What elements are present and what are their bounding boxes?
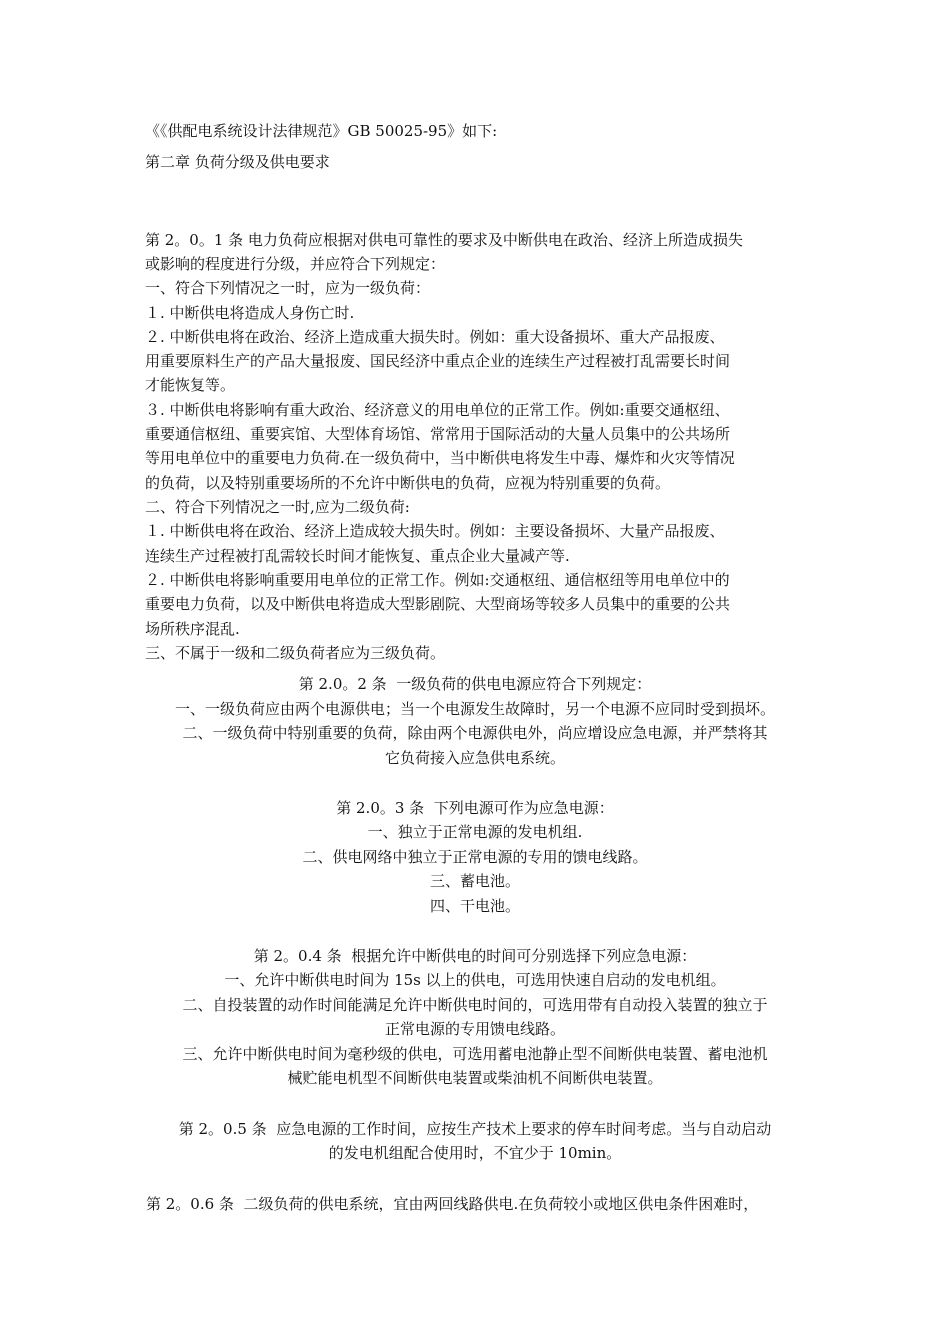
article-203-heading: 第 2.0。3 条 下列电源可作为应急电源： (336, 799, 614, 817)
article-201-line-13: １. 中断供电将在政治、经济上造成较大损失时。例如：主要设备损坏、大量产品报废、 (145, 522, 725, 540)
article-203-line-3: 三、蓄电池。 (429, 872, 520, 890)
article-201-line-1: 第 2。0。1 条 电力负荷应根据对供电可靠性的要求及中断供电在政治、经济上所造成损失 (145, 231, 743, 249)
article-201-line-18: 三、不属于一级和二级负荷者应为三级负荷。 (145, 644, 446, 662)
article-201-line-10: 等用电单位中的重要电力负荷.在一级负荷中，当中断供电将发生中毒、爆炸和火灾等情况 (145, 449, 735, 467)
article-202-line-2: 二、一级负荷中特别重要的负荷，除由两个电源供电外，尚应增设应急电源，并严禁将其 (182, 724, 768, 742)
article-202-line-1: 一、一级负荷应由两个电源供电；当一个电源发生故障时，另一个电源不应同时受到损坏。 (174, 700, 775, 718)
article-202-line-3: 它负荷接入应急供电系统。 (384, 749, 565, 767)
article-203-line-2: 二、供电网络中独立于正常电源的专用的馈电线路。 (302, 848, 648, 866)
article-204-line-5: 械贮能电机型不间断供电装置或柴油机不间断供电装置。 (287, 1069, 663, 1087)
article-204-line-1: 一、允许中断供电时间为 15s 以上的供电，可选用快速自启动的发电机组。 (224, 971, 726, 989)
article-201-line-8: ３. 中断供电将影响有重大政治、经济意义的用电单位的正常工作。例如:重要交通枢纽、 (145, 401, 730, 419)
article-201-line-5: ２. 中断供电将在政治、经济上造成重大损失时。例如：重大设备损坏、重大产品报废、 (145, 328, 725, 346)
article-201-line-11: 的负荷，以及特别重要场所的不允许中断供电的负荷，应视为特别重要的负荷。 (145, 474, 671, 492)
article-201-line-3: 一、符合下列情况之一时，应为一级负荷： (145, 279, 431, 297)
article-204-line-4: 三、允许中断供电时间为毫秒级的供电，可选用蓄电池静止型不间断供电装置、蓄电池机 (182, 1045, 768, 1063)
article-204-line-3: 正常电源的专用馈电线路。 (384, 1020, 565, 1038)
article-201-line-14: 连续生产过程被打乱需较长时间才能恢复、重点企业大量减产等. (145, 547, 570, 565)
article-201-line-12: 二、符合下列情况之一时,应为二级负荷: (145, 498, 410, 516)
document-title: 《《供配电系统设计法律规范》GB 50025-95》如下: (145, 122, 498, 140)
article-204-line-2: 二、自投装置的动作时间能满足允许中断供电时间的，可选用带有自动投入装置的独立于 (182, 996, 768, 1014)
chapter-heading: 第二章 负荷分级及供电要求 (145, 153, 330, 171)
article-201-line-17: 场所秩序混乱. (145, 620, 240, 638)
article-201-line-7: 才能恢复等。 (145, 376, 236, 394)
article-201-line-15: ２. 中断供电将影响重要用电单位的正常工作。例如:交通枢纽、通信枢纽等用电单位中的 (145, 571, 730, 589)
article-203-line-1: 一、独立于正常电源的发电机组. (367, 823, 583, 841)
article-206-line-1: 第 2。0.6 条 二级负荷的供电系统，宜由两回线路供电.在负荷较小或地区供电条件困难时， (146, 1195, 759, 1213)
article-202-heading: 第 2.0。2 条 一级负荷的供电电源应符合下列规定： (298, 675, 652, 693)
article-203-line-4: 四、干电池。 (429, 897, 520, 915)
article-201-line-6: 用重要原料生产的产品大量报废、国民经济中重点企业的连续生产过程被打乱需要长时间 (145, 352, 731, 370)
article-205-line-2: 的发电机组配合使用时，不宜少于 10min。 (328, 1144, 622, 1162)
article-205-line-1: 第 2。0.5 条 应急电源的工作时间，应按生产技术上要求的停车时间考虑。当与自动启动 (178, 1120, 772, 1138)
article-204-heading: 第 2。0.4 条 根据允许中断供电的时间可分别选择下列应急电源： (253, 947, 697, 965)
article-201-line-16: 重要电力负荷，以及中断供电将造成大型影剧院、大型商场等较多人员集中的重要的公共 (145, 595, 731, 613)
article-201-line-9: 重要通信枢纽、重要宾馆、大型体育场馆、常常用于国际活动的大量人员集中的公共场所 (145, 425, 731, 443)
article-201-line-4: １. 中断供电将造成人身伤亡时. (145, 304, 355, 322)
article-201-line-2: 或影响的程度进行分级，并应符合下列规定： (145, 255, 446, 273)
